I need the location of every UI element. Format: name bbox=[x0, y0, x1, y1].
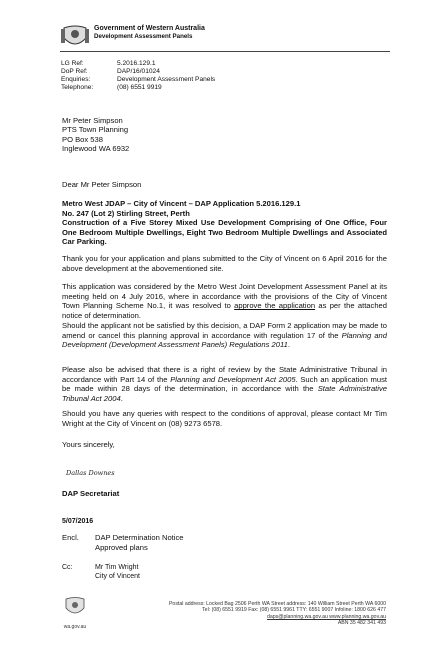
footer-contact: Postal address: Locked Bag 2506 Perth WA Street address: 140 William Street Perth WA 6000 Tel: (08) 6551 9919 Fax: (08) 6551 9961 TTY: 6551 9007 Infoline: 1800 626 477 daps@planning.wa.gov.au www.planning.wa.gov.au ABN 35 482 341 493 bbox=[118, 601, 386, 627]
cc-list: Mr Tim Wright City of Vincent bbox=[95, 564, 141, 580]
crest-logo bbox=[60, 24, 90, 50]
paragraph-3: Should the applicant not be satisfied by this decision, a DAP Form 2 application may be made to amend or cancel this planning approval in accordance with regulation 17 of the Planning and Development (Development Assessment Panels) Regulations 2011. bbox=[62, 321, 387, 350]
footer-email-web[interactable]: daps@planning.wa.gov.au www.planning.wa.gov.au bbox=[267, 613, 386, 620]
org-line-1: Government of Western Australia bbox=[94, 25, 205, 32]
subject: Metro West JDAP – City of Vincent – DAP Application 5.2016.129.1 No. 247 (Lot 2) Stirling Street, Perth Construction of a Five Storey Mixed Use Development Comprising of One Office, Four One Bedroom Multiple Dwellings, Eight Two Bedroom Multiple Dwellings and Associated Car Parking. bbox=[62, 199, 387, 247]
reference-block bbox=[61, 60, 311, 92]
crest-icon bbox=[60, 597, 90, 619]
closing: Yours sincerely, bbox=[62, 440, 115, 449]
salutation: Dear Mr Peter Simpson bbox=[62, 180, 142, 189]
ref-row: DoP Ref: DAP/16/01024 bbox=[61, 68, 160, 75]
header-rule bbox=[60, 51, 390, 52]
signature: Dallas Downes bbox=[66, 469, 115, 477]
enclosures-list: DAP Determination Notice Approved plans bbox=[95, 533, 184, 552]
paragraph-4: Please also be advised that there is a right of review by the State Administrative Tribunal in accordance with Part 14 of the Planning and Development Act 2005. Such an application must be made within 28 days of the determination, in accordance with the State Administrative Tribunal Act 2004. bbox=[62, 365, 387, 403]
cc-label: Cc: bbox=[62, 564, 73, 571]
recipient-address: Mr Peter Simpson PTS Town Planning PO Box 538 Inglewood WA 6932 bbox=[62, 116, 130, 154]
paragraph-2: This application was considered by the Metro West Joint Development Assessment Panel at its meeting held on 4 July 2016, where in accordance with the provisions of the City of Vincent Town Planning Scheme No.1, it was resolved to approve the application as per the attached notice of determination. bbox=[62, 282, 387, 320]
approve-link[interactable]: approve the application bbox=[234, 301, 316, 311]
paragraph-5: Should you have any queries with respect to the conditions of approval, please contact Mr Tim Wright at the City of Vincent on (08) 9273 6578. bbox=[62, 409, 387, 428]
org-name bbox=[94, 25, 205, 41]
ref-row: Telephone: (08) 6551 9919 bbox=[61, 84, 162, 91]
signatory: DAP Secretariat bbox=[62, 489, 120, 498]
wa-gov-logo: wa.gov.au bbox=[60, 597, 90, 627]
date: 5/07/2016 bbox=[62, 518, 94, 525]
paragraph-1: Thank you for your application and plans submitted to the City of Vincent on 6 April 2016 for the above development at the abovementioned site. bbox=[62, 254, 387, 273]
ref-row: LG Ref: 5.2016.129.1 bbox=[61, 60, 156, 67]
enclosures-label: Encl. bbox=[62, 533, 79, 542]
org-line-2: Development Assessment Panels bbox=[94, 33, 193, 40]
ref-row: Enquiries: Development Assessment Panels bbox=[61, 76, 216, 83]
